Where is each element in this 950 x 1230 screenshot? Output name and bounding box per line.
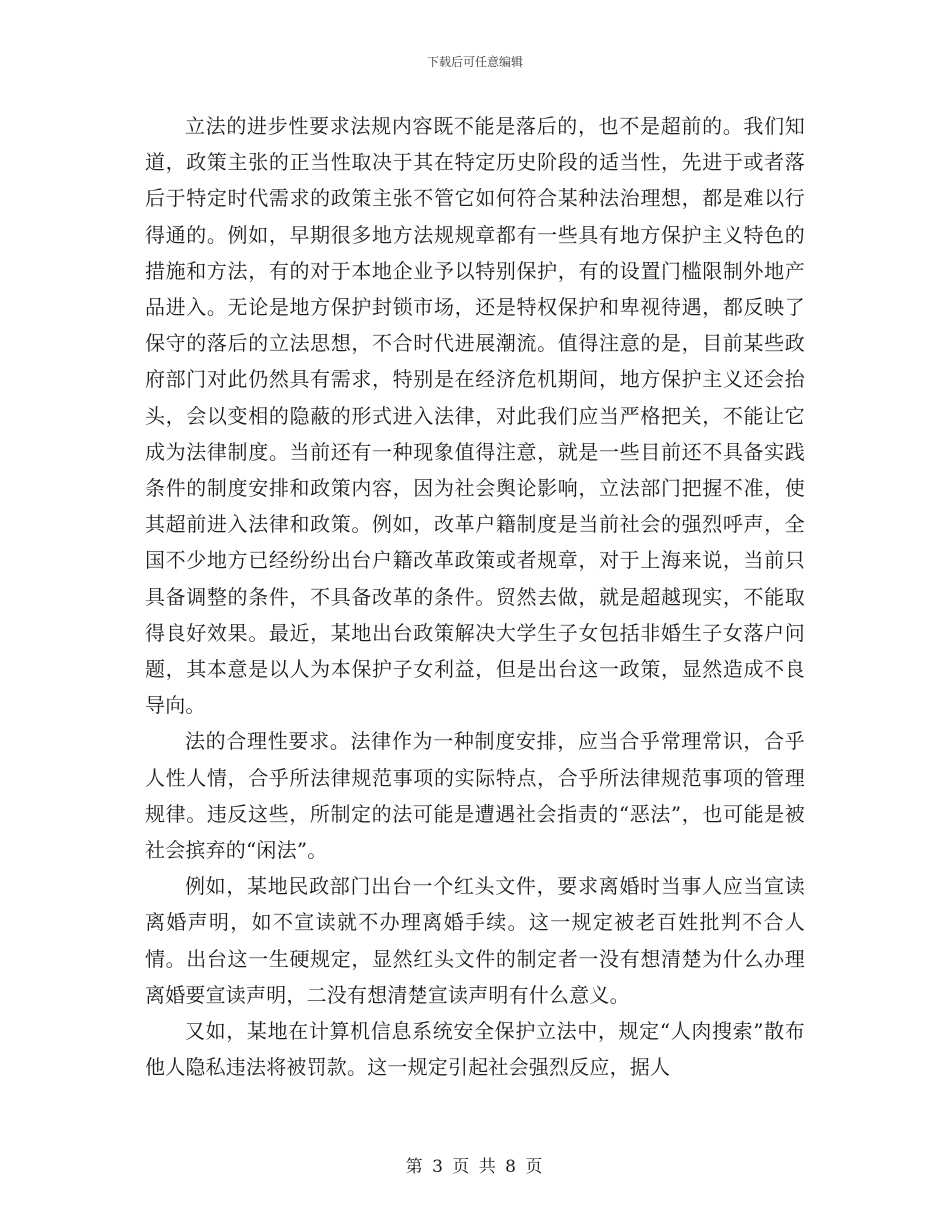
header-note: 下载后可任意编辑: [426, 55, 523, 69]
document-body: [145, 108, 805, 1085]
paragraph-legislative-progressiveness: 立法的进步性要求法规内容既不能是落后的，也不是超前的。我们知道，政策主张的正当性取决于其在特定历史阶段的适当性，先进于或者落后于特定时代需求的政策主张不管它如何符合某种法治理想，都是难以行得通的。例如，早期很多地方法规规章都有一些具有地方保护主义特色的措施和方法，有的对于本地企业予以特别保护，有的设置门槛限制外地产品进入。无论是地方保护封锁市场，还是特权保护和卑视待遇，都反映了保守的落后的立法思想，不合时代进展潮流。值得注意的是，目前某些政府部门对此仍然具有需求，特别是在经济危机期间，地方保护主义还会抬头，会以变相的隐蔽的形式进入法律，对此我们应当严格把关，不能让它成为法律制度。当前还有一种现象值得注意，就是一些目前还不具备实践条件的制度安排和政策内容，因为社会舆论影响，立法部门把握不准，使其超前进入法律和政策。例如，改革户籍制度是当前社会的强烈呼声，全国不少地方已经纷纷出台户籍改革政策或者规章，对于上海来说，当前只具备调整的条件，不具备改革的条件。贸然去做，就是超越现实，不能取得良好效果。最近，某地出台政策解决大学生子女包括非婚生子女落户问题，其本意是以人为本保护子女利益，但是出台这一政策，显然造成不良导向。: [145, 114, 805, 718]
paragraph-rationality-requirement: 法的合理性要求。法律作为一种制度安排，应当合乎常理常识，合乎人性人情，合乎所法律规范事项的实际特点，合乎所法律规范事项的管理规律。违反这些，所制定的法可能是遭遇社会指责的“恶法”，也可能是被社会摈弃的“闲法”。: [145, 729, 805, 863]
paragraph-human-flesh-search-example: 又如，某地在计算机信息系统安全保护立法中，规定“人肉搜索”散布他人隐私违法将被罚款。这一规定引起社会强烈反应，据人: [145, 1019, 805, 1080]
paragraph-divorce-example: 例如，某地民政部门出台一个红头文件，要求离婚时当事人应当宣读离婚声明，如不宣读就不办理离婚手续。这一规定被老百姓批判不合人情。出台这一生硬规定，显然红头文件的制定者一没有想清楚为什么办理离婚要宣读声明，二没有想清楚宣读声明有什么意义。: [145, 874, 805, 1007]
page-number-footer: 第 3 页 共 8 页: [405, 1157, 545, 1177]
